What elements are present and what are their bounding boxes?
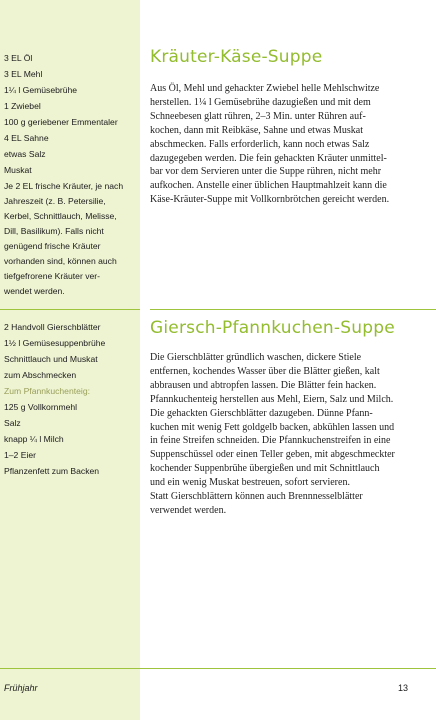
text-line: Die gehackten Gierschblätter dazugeben. Dünne Pfann-	[150, 407, 373, 419]
text-line: Aus Öl, Mehl und gehackter Zwiebel helle Mehlschwitze	[150, 83, 380, 94]
ingredient-item: zum Abschmecken	[4, 370, 77, 380]
text-line: Suppenschüssel oder einen Teller geben, mit abgeschmeckter	[150, 449, 395, 461]
recipe-title: Kräuter-Käse-Suppe	[150, 47, 323, 67]
herb-note-line: genügend frische Kräuter	[4, 241, 101, 251]
divider-left	[0, 309, 140, 310]
herb-note-line: Dill, Basilikum). Falls nicht	[4, 226, 104, 236]
footer-divider	[0, 668, 436, 669]
ingredient-item: 2 Handvoll Gierschblätter	[4, 322, 101, 332]
herb-note-line: tiefgefrorene Kräuter ver-	[4, 271, 101, 281]
text-line: Pfannkuchenteig herstellen aus Mehl, Eiern, Salz und Milch.	[150, 393, 394, 405]
recipe-title: Giersch-Pfannkuchen-Suppe	[150, 318, 395, 338]
ingredient-item: Schnittlauch und Muskat	[4, 354, 98, 364]
text-line: dazugegeben werden. Die fein gehackten Kräuter unmittel-	[150, 152, 387, 164]
text-line: kuchen mit wenig Fett goldgelb backen, abkühlen lassen und	[150, 421, 395, 433]
herb-note-line: vorhanden sind, können auch	[4, 256, 117, 266]
recipe-instructions	[150, 82, 412, 207]
ingredient-item: 125 g Vollkornmehl	[4, 402, 78, 412]
ingredient-item: 1 Zwiebel	[4, 101, 41, 111]
herb-note-line: Kerbel, Schnittlauch, Melisse,	[4, 211, 117, 221]
ingredient-item: Muskat	[4, 165, 32, 175]
ingredient-item: 100 g geriebener Emmentaler	[4, 117, 118, 127]
text-line: kochen, dann mit Reibkäse, Sahne und etwas Muskat	[150, 124, 364, 136]
page-number: 13	[397, 683, 408, 693]
text-line: abbrausen und abtropfen lassen. Die Blätter fein hacken.	[150, 379, 377, 391]
ingredient-item: 1¼ l Gemüsebrühe	[4, 85, 78, 95]
ingredient-list-recipe1	[4, 50, 136, 298]
text-line: herstellen. 1¼ l Gemüsebrühe dazugießen und mit dem	[150, 96, 371, 108]
ingredient-item: knapp ¼ l Milch	[4, 434, 64, 444]
ingredient-item: 3 EL Öl	[4, 53, 33, 63]
footer-season: Frühjahr	[4, 683, 38, 693]
text-line: abschmecken. Falls erforderlich, kann noch etwas Salz	[150, 138, 370, 150]
text-line: aufkochen. Anstelle einer üblichen Hauptmahlzeit kann die	[150, 180, 387, 192]
text-line: entfernen, kochendes Wasser über die Blätter gießen, kalt	[150, 365, 380, 377]
ingredient-item: Pflanzenfett zum Backen	[4, 466, 100, 476]
text-line: und ein wenig Muskat bestreuen, sofort servieren.	[150, 477, 350, 489]
herb-note-line: Jahreszeit (z. B. Petersilie,	[4, 196, 106, 206]
ingredient-item: etwas Salz	[4, 149, 46, 159]
text-line: Schneebesen glatt rühren, 2–3 Min. unter Rühren auf-	[150, 110, 366, 122]
text-line: Käse-Kräuter-Suppe mit Vollkornbrötchen gereicht werden.	[150, 194, 390, 206]
text-line: bar vor dem Servieren unter die Suppe rühren, nicht mehr	[150, 166, 382, 178]
recipe-instructions	[150, 351, 412, 518]
ingredient-item: 3 EL Mehl	[4, 69, 43, 79]
ingredient-item: Salz	[4, 418, 21, 428]
text-line: Die Gierschblätter gründlich waschen, dickere Stiele	[150, 352, 362, 363]
herb-note-line: wendet werden.	[4, 286, 65, 296]
divider-right	[150, 309, 436, 310]
ingredient-item: 1–2 Eier	[4, 450, 37, 460]
text-line: in feine Streifen schneiden. Die Pfannkuchenstreifen in eine	[150, 435, 391, 447]
ingredient-item: 1½ l Gemüsesuppenbrühe	[4, 338, 106, 348]
ingredient-list-recipe2	[4, 319, 136, 479]
ingredient-item: 4 EL Sahne	[4, 133, 49, 143]
batter-subheading: Zum Pfannkuchenteig:	[4, 386, 90, 396]
text-line: verwendet werden.	[150, 504, 227, 516]
text-line: kochender Suppenbrühe übergießen und mit Schnittlauch	[150, 463, 380, 475]
text-line: Statt Gierschblättern können auch Brennnesselblätter	[150, 491, 363, 503]
herb-note-line: Je 2 EL frische Kräuter, je nach	[4, 181, 124, 191]
